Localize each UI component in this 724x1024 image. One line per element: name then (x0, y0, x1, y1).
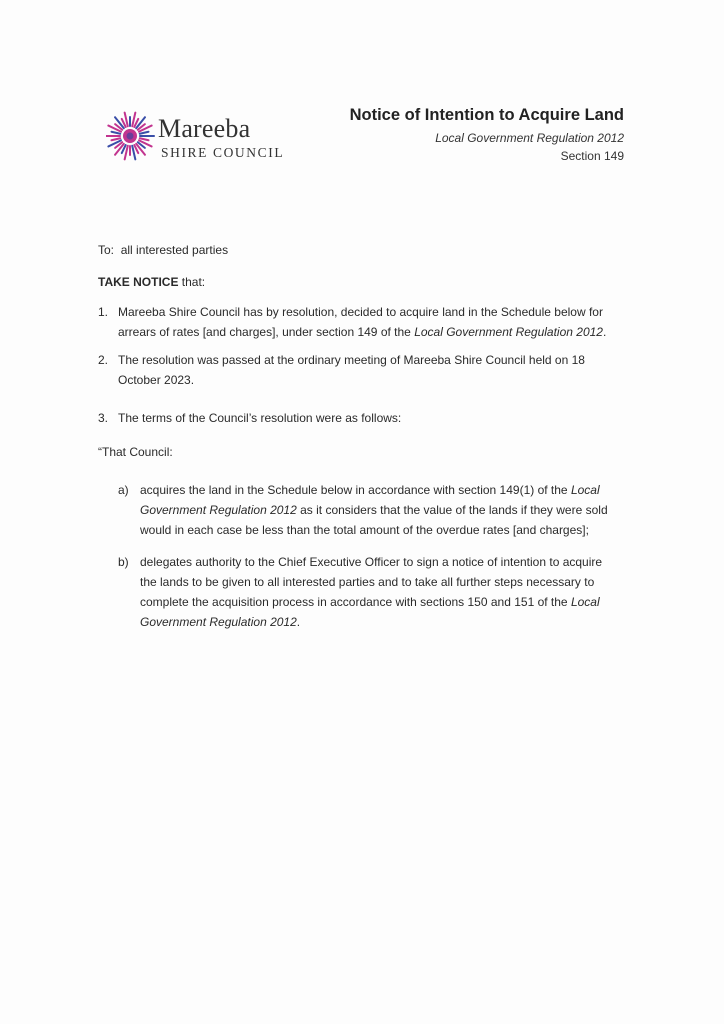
item-number: 1. (98, 305, 109, 319)
numbered-item (98, 350, 626, 390)
item-text-part: Mareeba Shire Council has by resolution, decided to acquire land in the Schedule below for arrears of rates [and charges], under section 149 of the (118, 305, 603, 339)
logo-name: Mareeba (158, 114, 251, 143)
item-text-part: . (602, 325, 607, 339)
item-number: 2. (98, 353, 109, 367)
sub-item-text (140, 552, 618, 632)
item-text-italic: Local Government Regulation 2012 (414, 325, 603, 339)
item-number: 3. (98, 411, 109, 425)
take-notice-line (98, 272, 626, 292)
section-reference: Section 149 (560, 149, 624, 163)
sub-item-text-italic: Local Government Regulation 2012 (140, 595, 600, 629)
item-text: The resolution was passed at the ordinary meeting of Mareeba Shire Council held on 18 October 2023. (118, 353, 585, 387)
flower-icon (106, 108, 156, 164)
sub-item-text-part: as it considers that the value of the lands if they were sold would in each case be less than the total amount of the overdue rates [and charges]; (140, 503, 608, 537)
resolution-sub-item (118, 480, 618, 540)
to-value: all interested parties (120, 243, 229, 257)
resolution-intro: “That Council: (98, 445, 173, 459)
to-label: To: (98, 243, 115, 257)
regulation-reference: Local Government Regulation 2012 (435, 131, 624, 145)
resolution-sub-item (118, 552, 618, 632)
title-block (350, 106, 624, 165)
item-text: The terms of the Council’s resolution were as follows: (118, 411, 402, 425)
numbered-item (98, 302, 626, 342)
sub-item-text-part: . (296, 615, 301, 629)
sub-item-text-part: delegates authority to the Chief Executive Officer to sign a notice of intention to acquire the lands to be given to all interested parties and to take all further steps necessary to complete the acquisition process in accordance with sections 150 and 151 of the (140, 555, 603, 609)
sub-item-label: a) (118, 483, 129, 497)
sub-item-text-part: acquires the land in the Schedule below in accordance with section 149(1) of the (140, 483, 571, 497)
page-title: Notice of Intention to Acquire Land (349, 106, 624, 124)
council-logo (106, 108, 296, 168)
take-notice-bold: TAKE NOTICE (98, 275, 179, 289)
take-notice-rest: that: (178, 275, 206, 289)
logo-subtitle: SHIRE COUNCIL (161, 145, 285, 160)
sub-item-text-italic: Local Government Regulation 2012 (140, 483, 600, 517)
numbered-item (98, 408, 626, 428)
sub-item-text (140, 480, 618, 540)
addressee-line (98, 240, 626, 260)
sub-item-label: b) (118, 555, 129, 569)
item-text (118, 302, 626, 342)
